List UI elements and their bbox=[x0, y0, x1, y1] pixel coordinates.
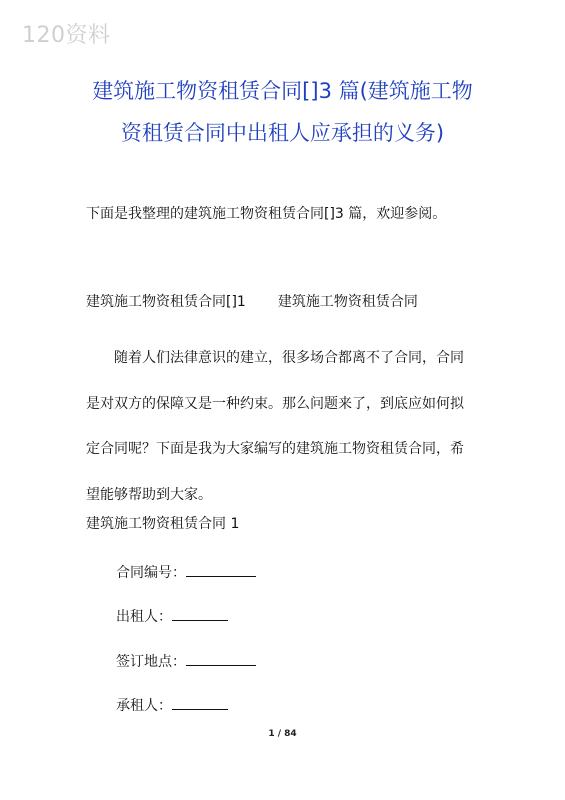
title-line-1: 建筑施工物资租赁合同[]3 篇(建筑施工物 bbox=[92, 79, 473, 103]
paragraph-line-4: 望能够帮助到大家。 bbox=[86, 486, 212, 503]
section-heading-right: 建筑施工物资租赁合同 bbox=[277, 294, 418, 310]
field-lessee-blank bbox=[172, 694, 228, 710]
page-number: 1 bbox=[268, 729, 275, 739]
intro-text: 下面是我整理的建筑施工物资租赁合同[]3 篇，欢迎参阅。 bbox=[86, 206, 447, 222]
field-sign-place-label: 签订地点： bbox=[116, 654, 186, 670]
field-contract-number-label: 合同编号： bbox=[116, 565, 186, 581]
document-title bbox=[40, 70, 525, 154]
paragraph-line-2: 是对双方的保障又是一种约束。那么问题来了，到底应如何拟 bbox=[86, 395, 464, 412]
page-total: 84 bbox=[284, 729, 297, 739]
page-separator: / bbox=[277, 729, 282, 739]
title-line-2: 资租赁合同中出租人应承担的义务) bbox=[120, 121, 445, 145]
paragraph-line-1: 随着人们法律意识的建立，很多场合都离不了合同，合同 bbox=[114, 350, 464, 366]
field-contract-number bbox=[116, 561, 256, 583]
field-lessor bbox=[116, 605, 228, 627]
body-paragraph bbox=[86, 336, 478, 518]
field-lessee-label: 承租人： bbox=[116, 698, 172, 714]
page-footer bbox=[0, 729, 565, 739]
field-lessor-blank bbox=[172, 605, 228, 621]
field-lessor-label: 出租人： bbox=[116, 609, 172, 625]
field-sign-place-blank bbox=[186, 650, 256, 666]
section-heading-left: 建筑施工物资租赁合同[]1 bbox=[86, 294, 246, 310]
watermark-logo: 120资料 bbox=[22, 23, 111, 48]
contract-subheading: 建筑施工物资租赁合同 1 bbox=[86, 516, 240, 532]
section-heading bbox=[86, 292, 525, 312]
field-contract-number-blank bbox=[186, 561, 256, 577]
paragraph-line-3: 定合同呢？下面是我为大家编写的建筑施工物资租赁合同，希 bbox=[86, 441, 464, 457]
field-sign-place bbox=[116, 650, 256, 672]
field-lessee bbox=[116, 694, 228, 716]
